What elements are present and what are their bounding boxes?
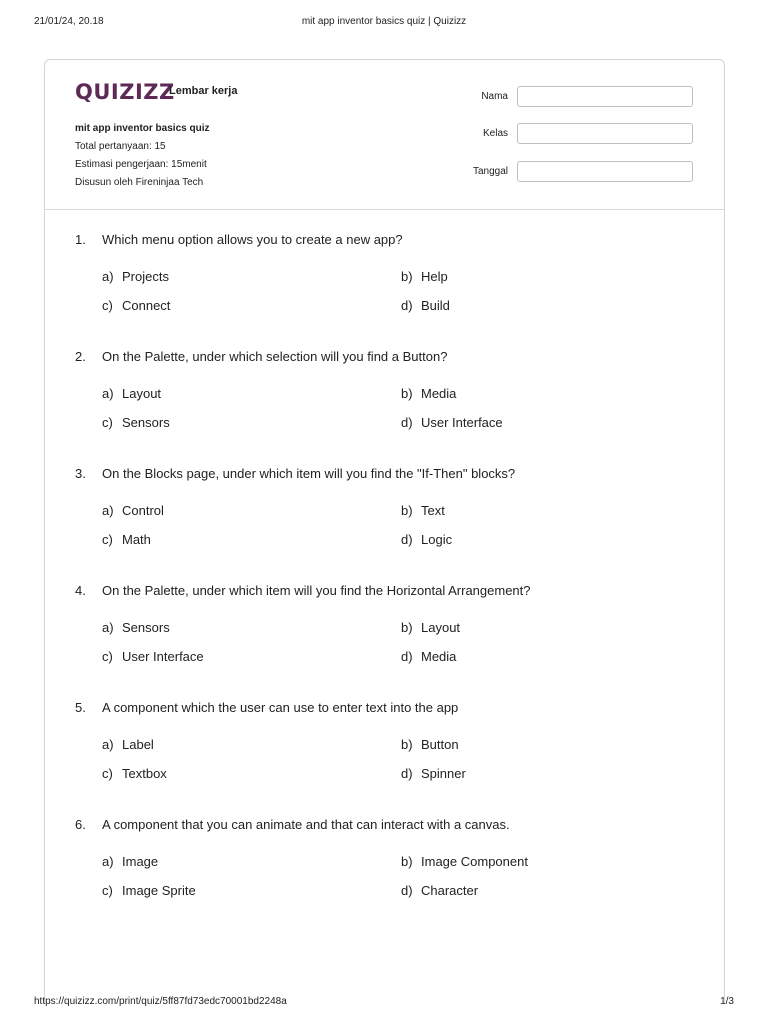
question-text: A component which the user can use to enter text into the app: [102, 700, 459, 715]
sheet-label: Lembar kerja: [169, 85, 238, 97]
print-page-title: mit app inventor basics quiz | Quizizz: [301, 16, 467, 27]
option-letter: b): [401, 737, 413, 752]
option-letter: c): [102, 883, 113, 898]
option-letter: d): [401, 532, 413, 547]
option-b: [401, 620, 460, 635]
option-c: [102, 532, 151, 547]
option-c: [102, 766, 167, 781]
option-c: [102, 415, 170, 430]
question-number: 5.: [75, 700, 86, 715]
option-text: Button: [421, 737, 459, 752]
print-url: https://quizizz.com/print/quiz/5ff87fd73edc70001bd2248a: [34, 996, 287, 1007]
option-text: Projects: [122, 269, 169, 284]
quizizz-logo: QUIZIZZ: [75, 80, 175, 104]
question: [75, 817, 695, 934]
option-b: [401, 503, 445, 518]
option-text: Textbox: [122, 766, 167, 781]
estimated-time: Estimasi pengerjaan: 15menit: [75, 159, 207, 170]
option-d: [401, 415, 503, 430]
quiz-title: mit app inventor basics quiz: [75, 123, 210, 134]
option-d: [401, 298, 450, 313]
option-letter: a): [102, 386, 114, 401]
question: [75, 349, 695, 466]
option-c: [102, 298, 170, 313]
date-label: Tanggal: [472, 166, 508, 177]
option-c: [102, 649, 204, 664]
option-text: Text: [421, 503, 445, 518]
option-b: [401, 269, 448, 284]
option-a: [102, 620, 170, 635]
option-text: Media: [421, 649, 457, 664]
question-number: 1.: [75, 232, 86, 247]
option-d: [401, 532, 452, 547]
option-letter: d): [401, 766, 413, 781]
option-a: [102, 737, 154, 752]
option-text: Logic: [421, 532, 453, 547]
print-header: [34, 16, 734, 30]
print-footer: [34, 996, 734, 1010]
option-d: [401, 766, 466, 781]
option-b: [401, 386, 456, 401]
option-letter: b): [401, 620, 413, 635]
option-text: Image: [122, 854, 159, 869]
option-letter: b): [401, 503, 413, 518]
option-d: [401, 649, 456, 664]
name-field[interactable]: [517, 86, 693, 107]
option-letter: c): [102, 532, 113, 547]
question-number: 6.: [75, 817, 86, 832]
option-letter: d): [401, 298, 413, 313]
option-letter: b): [401, 854, 413, 869]
question-text: On the Blocks page, under which item will you find the "If-Then" blocks?: [102, 466, 516, 481]
question-text: A component that you can animate and that can interact with a canvas.: [102, 817, 510, 832]
option-letter: d): [401, 649, 413, 664]
option-b: [401, 737, 459, 752]
option-letter: a): [102, 269, 114, 284]
worksheet-header: [45, 60, 724, 210]
option-text: User Interface: [421, 415, 503, 430]
class-label: Kelas: [482, 128, 508, 139]
date-field[interactable]: [517, 161, 693, 182]
option-text: Media: [421, 386, 457, 401]
question-number: 2.: [75, 349, 86, 364]
option-text: Build: [421, 298, 450, 313]
question-list: [75, 232, 695, 934]
question: [75, 583, 695, 700]
option-text: Image Sprite: [122, 883, 196, 898]
option-text: Image Component: [421, 854, 528, 869]
option-b: [401, 854, 528, 869]
option-text: Layout: [122, 386, 162, 401]
option-text: Help: [421, 269, 448, 284]
question-text: Which menu option allows you to create a new app?: [102, 232, 403, 247]
option-text: Sensors: [122, 415, 170, 430]
question-number: 3.: [75, 466, 86, 481]
option-letter: d): [401, 415, 413, 430]
option-letter: c): [102, 415, 113, 430]
option-letter: b): [401, 386, 413, 401]
quiz-meta: [75, 120, 209, 192]
option-text: Sensors: [122, 620, 170, 635]
option-text: Math: [122, 532, 151, 547]
question-number: 4.: [75, 583, 86, 598]
author: Disusun oleh Fireninjaa Tech: [75, 177, 204, 188]
option-text: Label: [122, 737, 154, 752]
option-letter: c): [102, 766, 113, 781]
option-text: Connect: [122, 298, 171, 313]
option-a: [102, 503, 164, 518]
option-text: Control: [122, 503, 164, 518]
option-text: Spinner: [421, 766, 466, 781]
question: [75, 232, 695, 349]
option-letter: a): [102, 737, 114, 752]
option-letter: d): [401, 883, 413, 898]
option-letter: c): [102, 298, 113, 313]
option-text: Layout: [421, 620, 461, 635]
worksheet: [44, 59, 725, 1004]
option-letter: a): [102, 854, 114, 869]
question: [75, 466, 695, 583]
question: [75, 700, 695, 817]
option-c: [102, 883, 196, 898]
total-questions: Total pertanyaan: 15: [75, 141, 166, 152]
option-letter: b): [401, 269, 413, 284]
option-text: Character: [421, 883, 479, 898]
option-a: [102, 269, 169, 284]
option-a: [102, 386, 161, 401]
class-field[interactable]: [517, 123, 693, 144]
name-label: Nama: [481, 91, 508, 102]
option-letter: c): [102, 649, 113, 664]
option-letter: a): [102, 620, 114, 635]
print-datetime: 21/01/24, 20.18: [34, 16, 104, 27]
option-letter: a): [102, 503, 114, 518]
question-text: On the Palette, under which item will you find the Horizontal Arrangement?: [102, 583, 531, 598]
option-d: [401, 883, 478, 898]
option-text: User Interface: [122, 649, 204, 664]
option-a: [102, 854, 158, 869]
page-number: 1/3: [720, 996, 734, 1007]
question-text: On the Palette, under which selection will you find a Button?: [102, 349, 448, 364]
